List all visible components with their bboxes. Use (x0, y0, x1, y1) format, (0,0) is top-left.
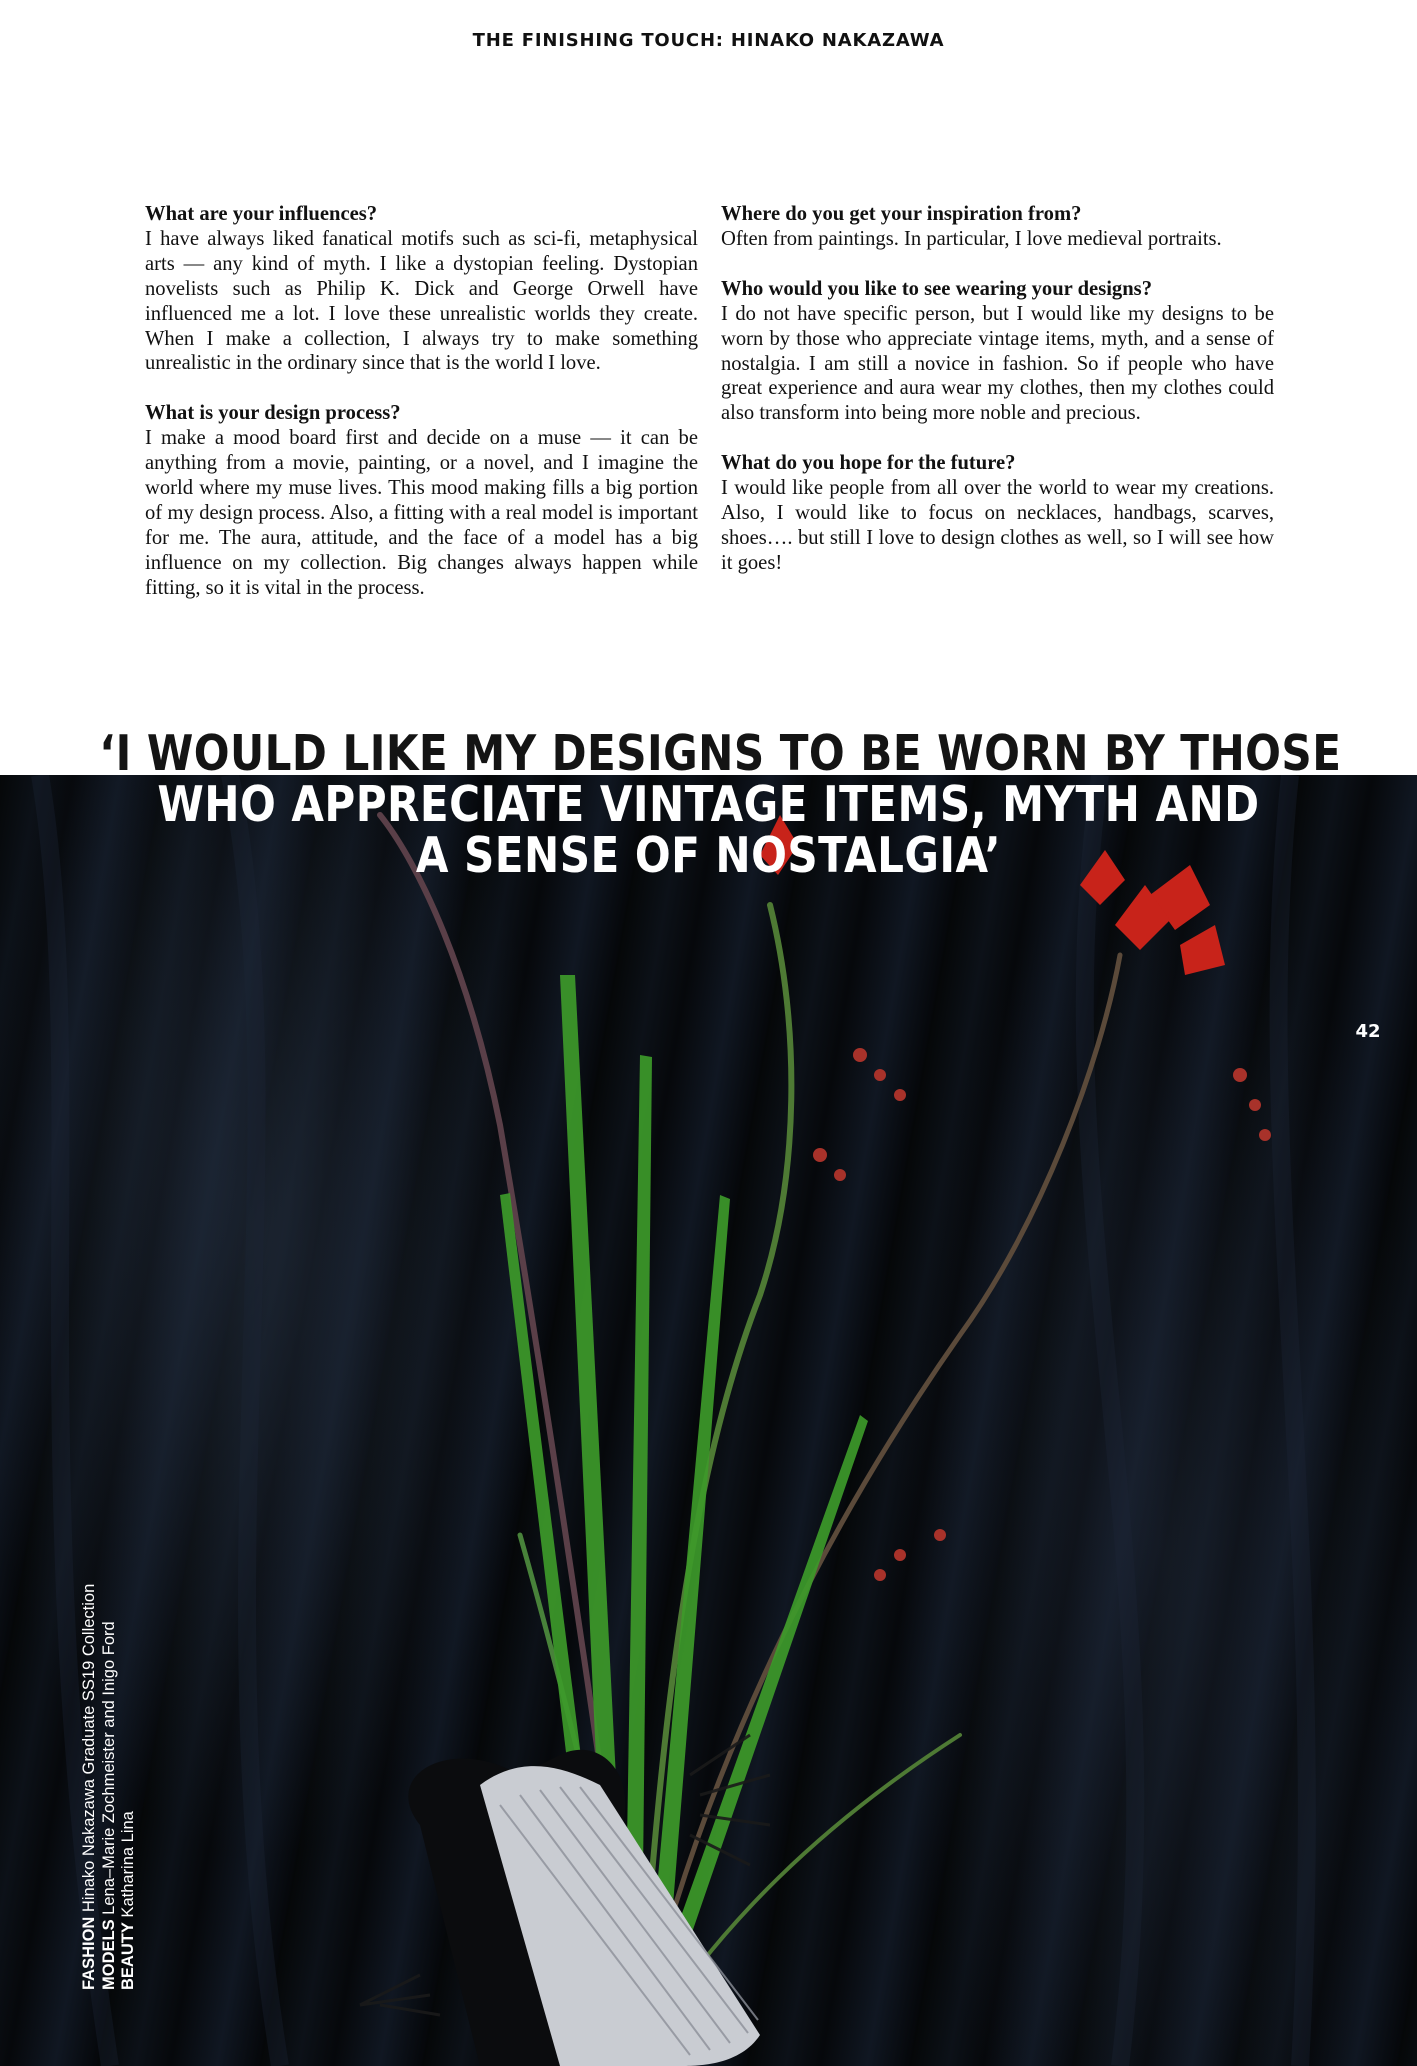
running-head: THE FINISHING TOUCH: HINAKO NAKAZAWA (472, 30, 945, 51)
question: What do you hope for the future? (721, 452, 1016, 475)
pull-quote-line-1: ‘I WOULD LIKE MY DESIGNS TO BE WORN BY THOSE (99, 725, 1342, 782)
question: What is your design process? (145, 402, 401, 425)
qa-inspiration (721, 202, 1274, 252)
credit-role: MODELS (99, 1919, 118, 1990)
credit-models (100, 1530, 120, 1990)
answer: I do not have specific person, but I would like my designs to be worn by those who appreciate vintage items, myth, and a sense of nostalgia. I am still a novice in fashion. So if people who have great experience and aura wear my clothes, then my clothes could also transform into being more noble and precious. (721, 302, 1274, 425)
qa-future (721, 451, 1274, 576)
flower-arrangement-illustration (0, 775, 1417, 2066)
pull-quote-line-2: WHO APPRECIATE VINTAGE ITEMS, MYTH AND (157, 776, 1260, 833)
credit-text: Lena–Marie Zochmeister and Inigo Ford (99, 1621, 118, 1915)
credit-beauty (119, 1530, 139, 1990)
interview-column-right (721, 202, 1274, 576)
pull-quote-line-3: A SENSE OF NOSTALGIA’ (415, 827, 1002, 884)
answer: I have always liked fanatical motifs such as sci-fi, metaphysical arts — any kind of myth. I like a dystopian feeling. Dystopian novelists such as Philip K. Dick and George Orwell have influenced me a lot. I love these unrealistic worlds they create. When I make a collection, I always try to make something unrealistic in the ordinary since that is the world I love. (145, 227, 698, 375)
qa-design-process (145, 401, 698, 600)
answer: I make a mood board first and decide on a muse — it can be anything from a movie, painting, or a novel, and I imagine the world where my muse lives. This mood making fills a big portion of my design process. Also, a fitting with a real model is important for me. The aura, attitude, and the face of a model has a big influence on my collection. Big changes always happen while fitting, so it is vital in the process. (145, 427, 698, 599)
pull-quote (99, 725, 1342, 884)
credit-role: FASHION (80, 1916, 98, 1990)
answer: I would like people from all over the world to wear my creations. Also, I would like to focus on necklaces, handbags, scarves, shoes…. but still I love to design clothes as well, so I will see how it goes! (721, 477, 1274, 574)
question: What are your influences? (145, 203, 378, 225)
credit-fashion (80, 1530, 100, 1990)
interview-column-left (145, 202, 698, 601)
fashion-photo (0, 775, 1417, 2066)
credit-text: Katharina Lina (119, 1811, 137, 1918)
credit-text: Hinako Nakazawa Graduate SS19 Collection (80, 1583, 98, 1913)
question: Where do you get your inspiration from? (721, 203, 1082, 225)
question: Who would you like to see wearing your designs? (721, 277, 1152, 300)
photo-credits (80, 1530, 139, 1990)
page-number: 42 (1355, 1021, 1381, 1042)
qa-wearing-designs (721, 277, 1274, 426)
credit-role: BEAUTY (119, 1922, 137, 1990)
answer: Often from paintings. In particular, I love medieval portraits. (721, 227, 1222, 250)
qa-influences (145, 202, 698, 376)
